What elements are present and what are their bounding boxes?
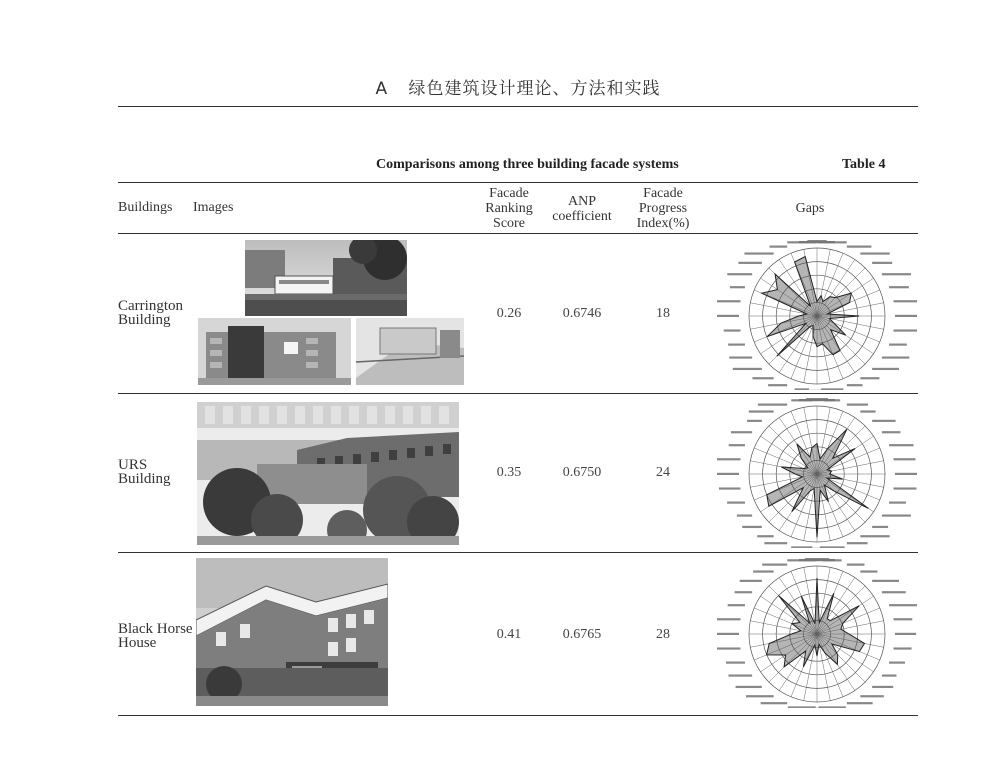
col-images: Images [193, 200, 234, 215]
anp-coefficient: 0.6765 [562, 627, 602, 642]
building-photo [356, 318, 464, 385]
row-divider [118, 552, 918, 553]
ranking-score: 0.26 [496, 306, 522, 321]
col-progress [628, 186, 698, 231]
building-photo [198, 318, 351, 385]
col-anp-line: coefficient [552, 209, 612, 224]
table-caption: Comparisons among three building facade systems [376, 157, 679, 172]
building-photo [196, 558, 388, 706]
col-progress-line: Index(%) [636, 216, 690, 231]
col-progress-line: Facade [643, 186, 683, 201]
page-header [118, 74, 918, 99]
row-label-line: Black Horse [118, 621, 193, 637]
row-label-line: House [118, 635, 157, 651]
ranking-score: 0.41 [496, 627, 522, 642]
building-photo [197, 402, 459, 545]
progress-index: 18 [656, 306, 670, 321]
progress-index: 24 [656, 465, 670, 480]
table-number: Table 4 [842, 157, 886, 172]
col-anp-line: ANP [567, 194, 596, 209]
row-label [118, 458, 171, 486]
header-rule [118, 106, 918, 107]
row-label-line: Building [118, 471, 171, 487]
col-ranking [472, 186, 546, 231]
row-label-line: URS [118, 457, 148, 473]
row-divider [118, 393, 918, 394]
ranking-score: 0.35 [496, 465, 522, 480]
anp-coefficient: 0.6746 [562, 306, 602, 321]
row-label [118, 299, 183, 327]
col-progress-line: Progress [638, 201, 688, 216]
radar-figure [717, 398, 917, 548]
gaps-radar-chart [717, 398, 917, 553]
table-top-rule [118, 182, 918, 183]
gaps-radar-chart [717, 240, 917, 395]
col-ranking-line: Facade [489, 186, 529, 201]
col-ranking-line: Score [493, 216, 525, 231]
gaps-radar-chart [717, 558, 917, 713]
building-photo [245, 240, 407, 316]
section-mark: A [375, 79, 389, 99]
row-label [118, 622, 193, 650]
radar-figure [717, 240, 917, 390]
col-buildings: Buildings [118, 200, 173, 215]
col-gaps: Gaps [795, 201, 825, 216]
book-title: 绿色建筑设计理论、方法和实践 [408, 79, 661, 99]
progress-index: 28 [656, 627, 670, 642]
header-bottom-rule [118, 233, 918, 234]
row-label-line: Carrington [118, 298, 183, 314]
radar-figure [717, 558, 917, 708]
table-bottom-rule [118, 715, 918, 716]
row-label-line: Building [118, 312, 171, 328]
col-anp [546, 194, 618, 224]
anp-coefficient: 0.6750 [562, 465, 602, 480]
col-ranking-line: Ranking [485, 201, 533, 216]
